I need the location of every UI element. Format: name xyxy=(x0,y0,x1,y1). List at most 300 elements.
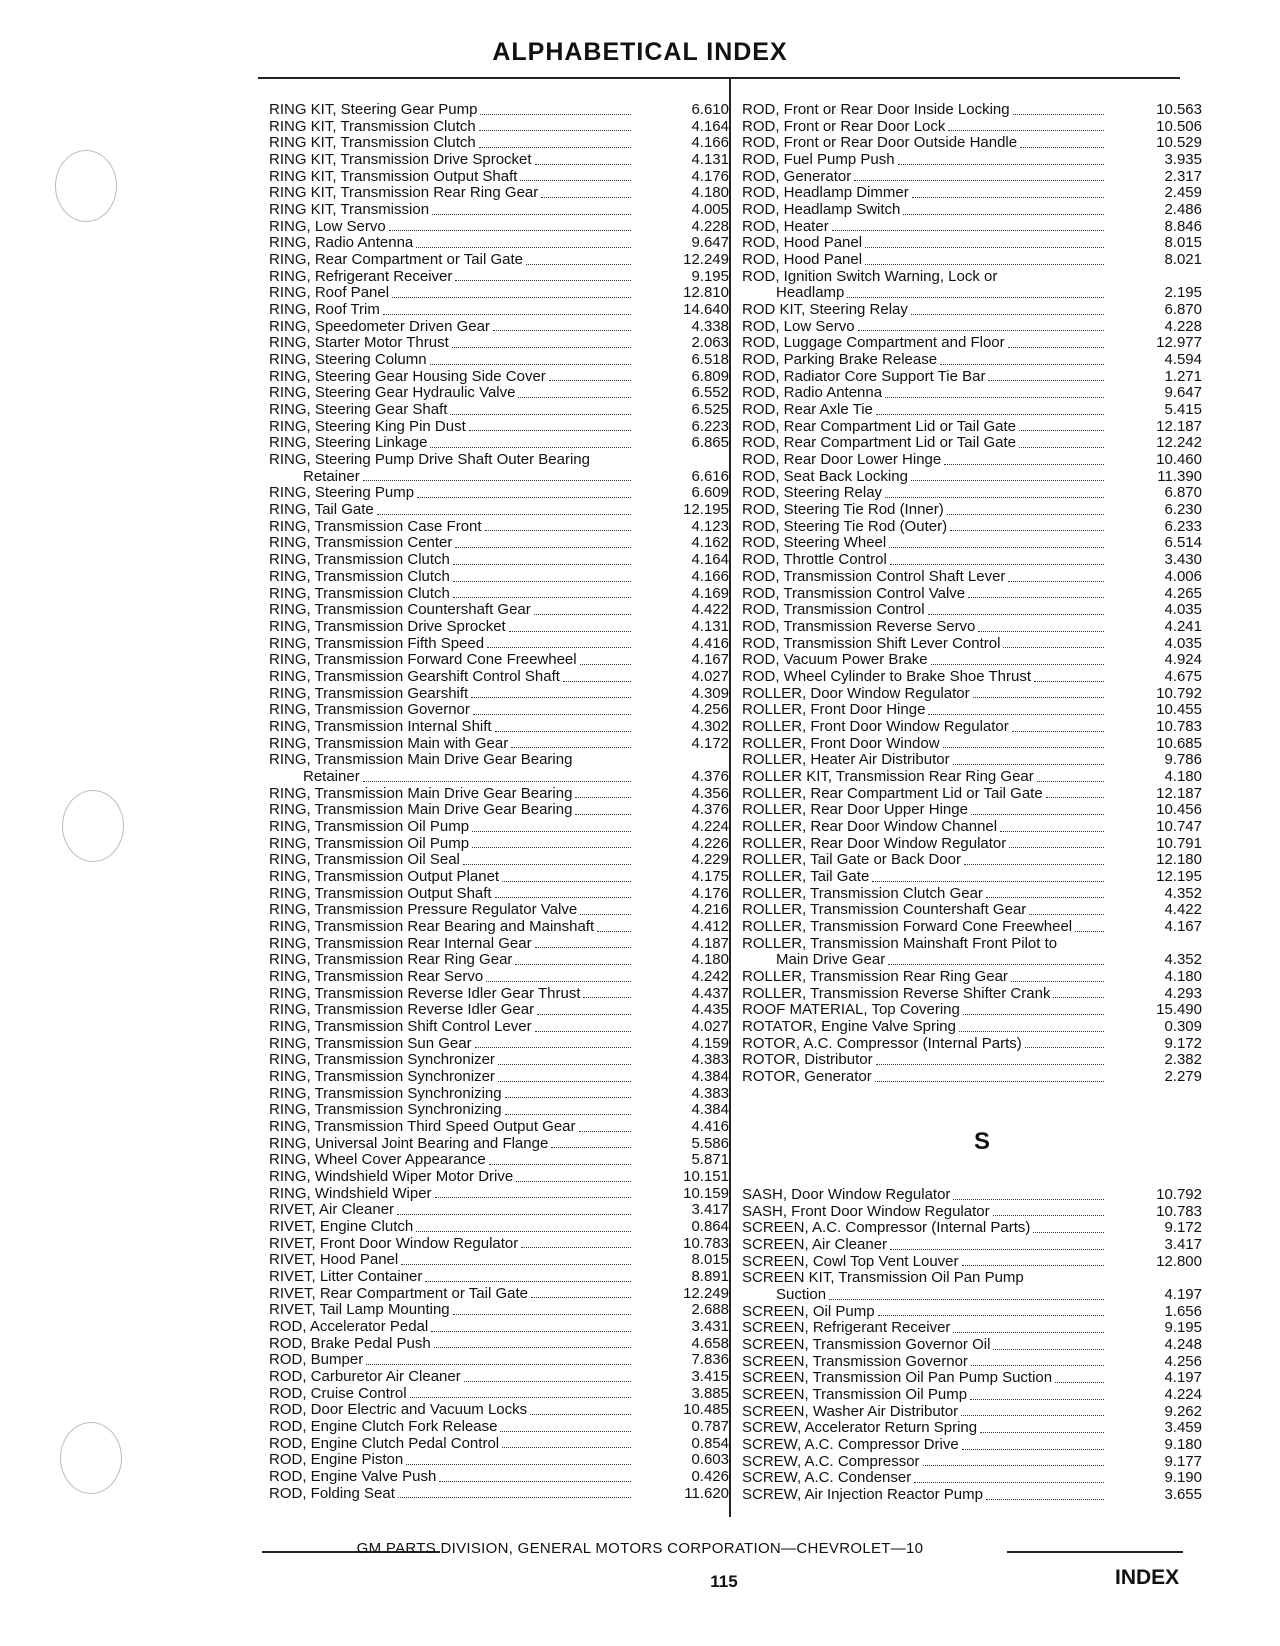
index-entry xyxy=(742,469,1202,486)
dot-leader xyxy=(535,947,631,948)
dot-leader xyxy=(947,514,1104,515)
dot-leader xyxy=(417,497,631,498)
entry-page-ref: 12.249 xyxy=(683,1284,729,1302)
entry-label xyxy=(742,252,1092,269)
entry-label xyxy=(269,1119,619,1136)
index-entry xyxy=(269,669,729,686)
index-list-right xyxy=(742,102,1202,1086)
index-entry xyxy=(742,369,1202,386)
entry-label-line: ROD, Front or Rear Door Inside Locking xyxy=(742,102,1010,118)
entry-page-ref: 8.891 xyxy=(691,1268,729,1286)
index-entry xyxy=(269,1036,729,1053)
index-entry xyxy=(269,802,729,819)
index-entry xyxy=(269,385,729,402)
index-entry xyxy=(742,535,1202,552)
entry-label-line: ROD, Generator xyxy=(742,168,852,185)
dot-leader xyxy=(964,864,1104,865)
dot-leader xyxy=(363,781,631,782)
entry-label-line: ROD, Rear Axle Tie xyxy=(742,402,873,419)
dot-leader xyxy=(1011,981,1104,982)
entry-page-ref: 9.647 xyxy=(1164,384,1202,402)
entry-label xyxy=(742,235,1092,252)
index-entry xyxy=(269,435,729,452)
entry-page-ref: 4.180 xyxy=(1164,767,1202,785)
entry-page-ref: 4.166 xyxy=(691,134,729,152)
entry-page-ref: 4.162 xyxy=(691,534,729,552)
dot-leader xyxy=(425,1281,631,1282)
entry-label-line: RIVET, Air Cleaner xyxy=(269,1202,395,1219)
entry-page-ref: 4.422 xyxy=(1164,901,1202,919)
entry-label-line: SCREW, Air Injection Reactor Pump xyxy=(742,1487,983,1504)
entry-label xyxy=(269,952,619,969)
dot-leader xyxy=(377,514,631,515)
entry-page-ref: 14.640 xyxy=(683,301,729,319)
entry-label-line: RING, Transmission Oil Pump xyxy=(269,835,470,852)
entry-page-ref: 4.131 xyxy=(691,151,729,169)
index-entry xyxy=(269,169,729,186)
entry-label xyxy=(269,569,619,586)
entry-label-line: SCREEN, Refrigerant Receiver xyxy=(742,1320,951,1337)
entry-page-ref: 4.241 xyxy=(1164,617,1202,635)
dot-leader xyxy=(464,1381,631,1382)
entry-label-line: RING, Speedometer Driven Gear xyxy=(269,318,490,335)
entry-page-ref: 6.233 xyxy=(1164,517,1202,535)
entry-page-ref: 6.552 xyxy=(691,384,729,402)
dot-leader xyxy=(469,430,631,431)
dot-leader xyxy=(970,1399,1104,1400)
entry-page-ref: 4.224 xyxy=(1164,1386,1202,1404)
entry-label-line: RING, Transmission Synchronizing xyxy=(269,1085,502,1102)
index-entry xyxy=(742,786,1202,803)
index-entry xyxy=(742,135,1202,152)
entry-page-ref: 9.180 xyxy=(1164,1436,1202,1454)
entry-label xyxy=(269,235,619,252)
index-entry xyxy=(269,686,729,703)
entry-label-line: ROD, Transmission Control xyxy=(742,602,925,619)
entry-label-line: RING, Transmission Shift Control Lever xyxy=(269,1018,532,1035)
dot-leader xyxy=(1019,430,1104,431)
entry-label xyxy=(269,652,619,669)
index-entry xyxy=(742,852,1202,869)
entry-page-ref: 6.870 xyxy=(1164,301,1202,319)
entry-page-ref: 2.486 xyxy=(1164,201,1202,219)
entry-label-line: ROD, Engine Valve Push xyxy=(269,1469,437,1486)
entry-label xyxy=(742,819,1092,836)
index-entry xyxy=(269,235,729,252)
entry-label xyxy=(742,586,1092,603)
entry-page-ref: 0.787 xyxy=(691,1418,729,1436)
dot-leader xyxy=(526,264,631,265)
index-entry xyxy=(269,185,729,202)
dot-leader xyxy=(1000,831,1104,832)
entry-label xyxy=(269,1336,619,1353)
entry-label-line: RING KIT, Steering Gear Pump xyxy=(269,102,478,118)
entry-page-ref: 7.836 xyxy=(691,1351,729,1369)
dot-leader xyxy=(978,631,1104,632)
entry-label xyxy=(269,1102,619,1119)
dot-leader xyxy=(580,664,631,665)
index-entry xyxy=(742,586,1202,603)
entry-label xyxy=(269,886,619,903)
entry-label-line: ROD, Engine Piston xyxy=(269,1452,404,1469)
entry-label-line: SCREEN, Transmission Governor Oil xyxy=(742,1337,991,1354)
entry-label xyxy=(269,1136,619,1153)
entry-label-line: RING, Roof Trim xyxy=(269,302,380,319)
index-entry xyxy=(269,819,729,836)
dot-leader xyxy=(485,530,631,531)
index-entry xyxy=(269,1336,729,1353)
entry-page-ref: 10.456 xyxy=(1156,801,1202,819)
entry-label xyxy=(742,202,1092,219)
entry-page-ref: 4.027 xyxy=(691,667,729,685)
dot-leader xyxy=(471,697,631,698)
dot-leader xyxy=(962,1265,1105,1266)
entry-label-line: ROD, Headlamp Switch xyxy=(742,202,901,219)
entry-page-ref: 4.416 xyxy=(691,634,729,652)
entry-label-line: SCREEN, Transmission Governor xyxy=(742,1353,968,1370)
entry-page-ref: 3.459 xyxy=(1164,1419,1202,1437)
entry-label-line: ROLLER, Rear Door Window Channel xyxy=(742,818,998,835)
entry-label-line: ROD, Seat Back Locking xyxy=(742,468,908,485)
entry-label-line: ROLLER, Heater Air Distributor xyxy=(742,752,950,769)
dot-leader xyxy=(911,314,1104,315)
index-entry xyxy=(742,302,1202,319)
entry-label xyxy=(269,119,619,136)
entry-label-line: RING, Windshield Wiper xyxy=(269,1185,432,1202)
index-entry xyxy=(269,1469,729,1486)
index-entry xyxy=(742,702,1202,719)
dot-leader xyxy=(389,230,631,231)
dot-leader xyxy=(1034,681,1104,682)
index-entry xyxy=(742,1270,1202,1303)
dot-leader xyxy=(872,881,1104,882)
entry-label-line: ROLLER, Tail Gate xyxy=(742,868,870,885)
entry-label-line: RING, Transmission Oil Seal xyxy=(269,852,460,869)
index-entry xyxy=(269,552,729,569)
entry-label xyxy=(269,986,619,1003)
entry-label xyxy=(742,1420,1092,1437)
entry-page-ref: 4.197 xyxy=(1164,1369,1202,1387)
entry-label-line: ROLLER, Transmission Rear Ring Gear xyxy=(742,968,1008,985)
index-entry xyxy=(269,519,729,536)
index-entry xyxy=(269,1102,729,1119)
index-entry xyxy=(269,569,729,586)
index-entry xyxy=(269,335,729,352)
column-divider xyxy=(729,77,731,1517)
dot-leader xyxy=(898,164,1104,165)
entry-page-ref: 2.382 xyxy=(1164,1051,1202,1069)
entry-page-ref: 4.180 xyxy=(1164,967,1202,985)
entry-label-line: RING, Transmission Rear Ring Gear xyxy=(269,952,513,969)
entry-label-line: ROD, Rear Compartment Lid or Tail Gate xyxy=(742,435,1016,452)
dot-leader xyxy=(914,1482,1104,1483)
dot-leader xyxy=(878,1315,1104,1316)
entry-page-ref: 4.167 xyxy=(1164,917,1202,935)
entry-label xyxy=(742,1237,1092,1254)
dot-leader xyxy=(455,280,631,281)
index-entry xyxy=(742,902,1202,919)
entry-label xyxy=(742,419,1092,436)
entry-page-ref: 4.675 xyxy=(1164,667,1202,685)
entry-label xyxy=(269,1236,619,1253)
dot-leader xyxy=(495,731,631,732)
entry-label-line: RING, Transmission Synchronizer xyxy=(269,1052,495,1069)
entry-page-ref: 12.810 xyxy=(683,284,729,302)
entry-label xyxy=(269,169,619,186)
index-entry xyxy=(742,836,1202,853)
entry-page-ref: 12.195 xyxy=(683,501,729,519)
index-entry xyxy=(742,602,1202,619)
dot-leader xyxy=(993,1215,1104,1216)
index-entry xyxy=(269,219,729,236)
entry-page-ref: 4.248 xyxy=(1164,1336,1202,1354)
index-column-left xyxy=(269,102,729,1502)
entry-label-continuation: Retainer xyxy=(303,767,360,785)
dot-leader xyxy=(502,1447,631,1448)
entry-label xyxy=(742,869,1092,886)
entry-label-line: RING, Transmission Oil Pump xyxy=(269,818,470,835)
entry-label xyxy=(742,1354,1092,1371)
dot-leader xyxy=(383,314,631,315)
entry-label-line: RING, Transmission Synchronizing xyxy=(269,1102,502,1119)
dot-leader xyxy=(580,914,631,915)
dot-leader xyxy=(953,1332,1104,1333)
dot-leader xyxy=(500,1431,631,1432)
index-entry xyxy=(269,1219,729,1236)
entry-label xyxy=(269,219,619,236)
entry-label xyxy=(742,302,1092,319)
entry-label-line: RING, Transmission Rear Internal Gear xyxy=(269,935,532,952)
entry-page-ref: 11.620 xyxy=(684,1484,729,1502)
entry-page-ref: 5.871 xyxy=(691,1151,729,1169)
index-entry xyxy=(269,1169,729,1186)
dot-leader xyxy=(944,464,1104,465)
entry-label-line: RING, Transmission Center xyxy=(269,535,453,552)
index-entry xyxy=(269,752,729,785)
entry-page-ref: 10.783 xyxy=(1156,1202,1202,1220)
index-entry xyxy=(269,1352,729,1369)
entry-label-line: SCREEN, Cowl Top Vent Louver xyxy=(742,1253,959,1270)
entry-page-ref: 6.610 xyxy=(691,101,729,118)
entry-label-line: ROD, Radio Antenna xyxy=(742,385,883,402)
entry-label-continuation: Retainer xyxy=(303,467,360,485)
entry-page-ref: 9.647 xyxy=(691,234,729,252)
entry-label-line: RIVET, Tail Lamp Mounting xyxy=(269,1302,450,1319)
entry-label xyxy=(742,1387,1092,1404)
entry-page-ref: 5.415 xyxy=(1164,401,1202,419)
entry-label-line: SASH, Door Window Regulator xyxy=(742,1187,951,1203)
entry-label-line: ROD, Transmission Control Shaft Lever xyxy=(742,568,1006,585)
entry-label-line: RING, Steering Column xyxy=(269,352,427,369)
entry-label xyxy=(269,1036,619,1053)
entry-label-line: RING, Windshield Wiper Motor Drive xyxy=(269,1169,514,1186)
entry-page-ref: 10.563 xyxy=(1156,101,1202,118)
dot-leader xyxy=(410,1397,631,1398)
entry-page-ref: 6.525 xyxy=(691,401,729,419)
entry-page-ref: 4.412 xyxy=(691,917,729,935)
index-column-right xyxy=(742,102,1202,1086)
entry-label xyxy=(269,1469,619,1486)
entry-page-ref: 5.586 xyxy=(691,1134,729,1152)
entry-page-ref: 10.792 xyxy=(1156,1186,1202,1203)
index-entry xyxy=(269,252,729,269)
entry-label-line: RING KIT, Transmission Drive Sprocket xyxy=(269,152,532,169)
index-entry xyxy=(269,1119,729,1136)
entry-label-line: RING, Steering Gear Shaft xyxy=(269,402,448,419)
entry-label xyxy=(269,819,619,836)
entry-label-line: SCREW, A.C. Compressor Drive xyxy=(742,1437,959,1454)
index-entry xyxy=(742,152,1202,169)
index-entry xyxy=(742,886,1202,903)
dot-leader xyxy=(498,1081,631,1082)
index-entry xyxy=(269,602,729,619)
index-entry xyxy=(269,319,729,336)
entry-label-line: RING, Transmission Output Shaft xyxy=(269,885,492,902)
entry-label-line: RING, Steering Gear Hydraulic Valve xyxy=(269,385,516,402)
dot-leader xyxy=(1037,781,1104,782)
entry-label-line: RING, Transmission Reverse Idler Gear Thrust xyxy=(269,985,581,1002)
index-entry xyxy=(269,119,729,136)
entry-label-line: RING, Transmission Main with Gear xyxy=(269,735,509,752)
entry-label xyxy=(742,1036,1092,1053)
index-entry xyxy=(269,285,729,302)
entry-label xyxy=(742,452,1092,469)
entry-label-line: RING, Steering Linkage xyxy=(269,435,428,452)
dot-leader xyxy=(495,897,631,898)
dot-leader xyxy=(953,764,1104,765)
dot-leader xyxy=(579,1131,631,1132)
entry-label-line: RING, Transmission Clutch xyxy=(269,585,450,602)
dot-leader xyxy=(1009,847,1104,848)
dot-leader xyxy=(479,130,631,131)
entry-label-line: ROD, Transmission Reverse Servo xyxy=(742,618,976,635)
entry-page-ref: 12.242 xyxy=(1156,434,1202,452)
entry-label xyxy=(269,302,619,319)
entry-label xyxy=(742,986,1092,1003)
entry-page-ref: 10.783 xyxy=(1156,717,1202,735)
entry-label-line: ROTOR, Generator xyxy=(742,1069,872,1085)
entry-label-line: RING, Transmission Governor xyxy=(269,702,470,719)
index-entry xyxy=(742,969,1202,986)
dot-leader xyxy=(890,564,1104,565)
entry-label-line: ROD, Folding Seat xyxy=(269,1485,395,1502)
entry-label-line: ROD, Front or Rear Door Lock xyxy=(742,118,946,135)
entry-page-ref: 12.249 xyxy=(683,251,729,269)
entry-label-line: RING, Transmission Main Drive Gear Bearing xyxy=(269,752,573,769)
entry-page-ref: 12.977 xyxy=(1156,334,1202,352)
entry-page-ref: 4.383 xyxy=(691,1084,729,1102)
entry-label xyxy=(742,1487,1092,1504)
entry-label-line: RING, Steering Pump xyxy=(269,485,415,502)
page-title: ALPHABETICAL INDEX xyxy=(492,38,788,66)
index-entry xyxy=(742,102,1202,119)
dot-leader xyxy=(948,130,1104,131)
entry-page-ref: 0.854 xyxy=(691,1434,729,1452)
index-entry xyxy=(269,719,729,736)
entry-label xyxy=(269,919,619,936)
entry-label-line: ROTOR, Distributor xyxy=(742,1052,873,1069)
entry-label-line: RING, Transmission Gearshift Control Shaft xyxy=(269,668,560,685)
entry-label-line: ROD, Wheel Cylinder to Brake Shoe Thrust xyxy=(742,668,1032,685)
index-entry xyxy=(742,1387,1202,1404)
entry-label-line: RING, Rear Compartment or Tail Gate xyxy=(269,252,523,269)
entry-page-ref: 4.123 xyxy=(691,517,729,535)
entry-label xyxy=(742,185,1092,202)
index-entry xyxy=(269,619,729,636)
index-entry xyxy=(269,302,729,319)
index-entry xyxy=(269,202,729,219)
dot-leader xyxy=(928,714,1104,715)
dot-leader xyxy=(829,1299,1104,1300)
entry-page-ref: 6.865 xyxy=(691,434,729,452)
index-entry xyxy=(742,619,1202,636)
entry-label xyxy=(269,619,619,636)
entry-label xyxy=(742,786,1092,803)
entry-page-ref: 12.180 xyxy=(1156,851,1202,869)
entry-page-ref: 6.616 xyxy=(691,467,729,485)
entry-page-ref: 4.180 xyxy=(691,184,729,202)
entry-page-ref: 10.791 xyxy=(1156,834,1202,852)
index-entry xyxy=(742,569,1202,586)
entry-page-ref: 4.352 xyxy=(1164,884,1202,902)
dot-leader xyxy=(549,380,631,381)
dot-leader xyxy=(1008,581,1104,582)
entry-page-ref: 6.609 xyxy=(691,484,729,502)
entry-page-ref: 10.506 xyxy=(1156,117,1202,135)
index-entry xyxy=(742,552,1202,569)
entry-label-line: ROD, Engine Clutch Pedal Control xyxy=(269,1435,500,1452)
entry-label-line: ROD, Throttle Control xyxy=(742,552,887,569)
entry-label xyxy=(269,435,619,452)
entry-page-ref: 0.603 xyxy=(691,1451,729,1469)
entry-label xyxy=(742,102,1092,119)
entry-label-line: ROD, Headlamp Dimmer xyxy=(742,185,909,202)
entry-label-line: RING, Transmission Gearshift xyxy=(269,685,469,702)
entry-label xyxy=(742,119,1092,136)
index-entry xyxy=(742,252,1202,269)
index-entry xyxy=(269,902,729,919)
entry-label-line: RIVET, Engine Clutch xyxy=(269,1219,414,1236)
index-entry xyxy=(742,769,1202,786)
entry-label xyxy=(269,719,619,736)
entry-label xyxy=(742,1437,1092,1454)
index-entry xyxy=(742,219,1202,236)
entry-label-continuation: Main Drive Gear xyxy=(776,951,886,969)
dot-leader xyxy=(986,897,1104,898)
index-entry xyxy=(742,1487,1202,1504)
entry-label xyxy=(742,619,1092,636)
index-entry xyxy=(742,519,1202,536)
dot-leader xyxy=(475,1047,631,1048)
entry-label-line: ROLLER, Transmission Reverse Shifter Crank xyxy=(742,985,1051,1002)
dot-leader xyxy=(583,997,631,998)
dot-leader xyxy=(1020,147,1104,148)
index-entry xyxy=(269,702,729,719)
entry-page-ref: 0.864 xyxy=(691,1218,729,1236)
dot-leader xyxy=(535,1031,631,1032)
entry-page-ref: 4.338 xyxy=(691,317,729,335)
index-entry xyxy=(742,736,1202,753)
dot-leader xyxy=(473,714,631,715)
entry-label-line: SCREW, A.C. Compressor xyxy=(742,1453,920,1470)
dot-leader xyxy=(363,480,631,481)
entry-label xyxy=(742,636,1092,653)
entry-label xyxy=(269,1402,619,1419)
entry-label-line: ROD, Bumper xyxy=(269,1352,364,1369)
index-entry xyxy=(742,1354,1202,1371)
index-entry xyxy=(269,836,729,853)
entry-label-line: RIVET, Rear Compartment or Tail Gate xyxy=(269,1285,528,1302)
